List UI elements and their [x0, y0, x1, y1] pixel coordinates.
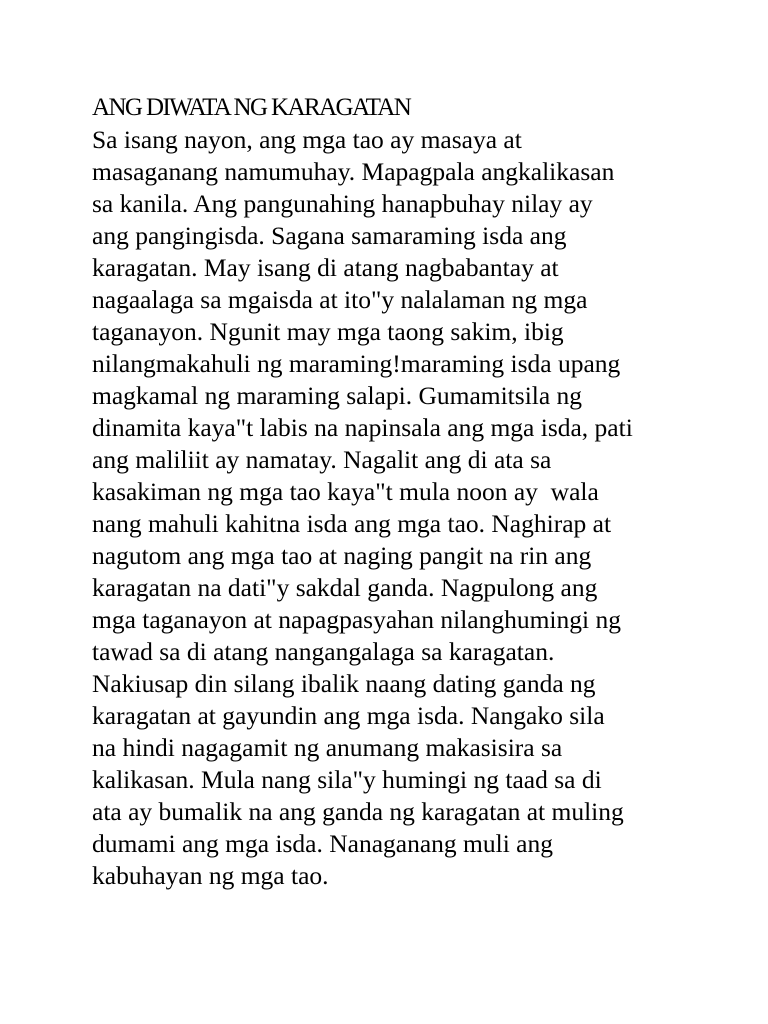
text-line: ang maliliit ay namatay. Nagalit ang di ata sa: [92, 445, 552, 474]
text-line: masaganang namumuhay. Mapagpala angkalikasan: [92, 157, 615, 186]
text-line: sa kanila. Ang pangunahing hanapbuhay nilay ay: [92, 189, 593, 218]
text-line: dumami ang mga isda. Nanaganang muli ang: [92, 829, 554, 858]
text-line: nagutom ang mga tao at naging pangit na rin ang: [92, 541, 592, 570]
text-line: mga taganayon at napagpasyahan nilanghumingi ng: [92, 605, 621, 634]
text-line: ang pangingisda. Sagana samaraming isda ang: [92, 221, 567, 250]
text-line: karagatan at gayundin ang mga isda. Nangako sila: [92, 701, 605, 730]
text-line: karagatan na dati"y sakdal ganda. Nagpulong ang: [92, 573, 598, 602]
story-body: [92, 124, 712, 892]
document-title: ANG DIWATA NG KARAGATAN: [92, 94, 411, 121]
text-line: magkamal ng maraming salapi. Gumamitsila ng: [92, 381, 583, 410]
text-line: tawad sa di atang nangangalaga sa karagatan.: [92, 637, 555, 666]
text-line: dinamita kaya"t labis na napinsala ang mga isda, pati: [92, 413, 633, 442]
text-line: kasakiman ng mga tao kaya"t mula noon ay wala: [92, 477, 599, 506]
text-line: kabuhayan ng mga tao.: [92, 861, 329, 890]
text-line: na hindi nagagamit ng anumang makasisira sa: [92, 733, 563, 762]
text-line: kalikasan. Mula nang sila"y humingi ng taad sa di: [92, 765, 602, 794]
text-line: nilangmakahuli ng maraming!maraming isda upang: [92, 349, 621, 378]
text-line: Sa isang nayon, ang mga tao ay masaya at: [92, 125, 522, 154]
text-line: nang mahuli kahitna isda ang mga tao. Naghirap at: [92, 509, 612, 538]
text-line: Nakiusap din silang ibalik naang dating ganda ng: [92, 669, 596, 698]
text-line: taganayon. Ngunit may mga taong sakim, ibig: [92, 317, 564, 346]
text-line: nagaalaga sa mgaisda at ito"y nalalaman ng mga: [92, 285, 588, 314]
text-line: karagatan. May isang di atang nagbabantay at: [92, 253, 559, 282]
text-line: ata ay bumalik na ang ganda ng karagatan at muling: [92, 797, 624, 826]
